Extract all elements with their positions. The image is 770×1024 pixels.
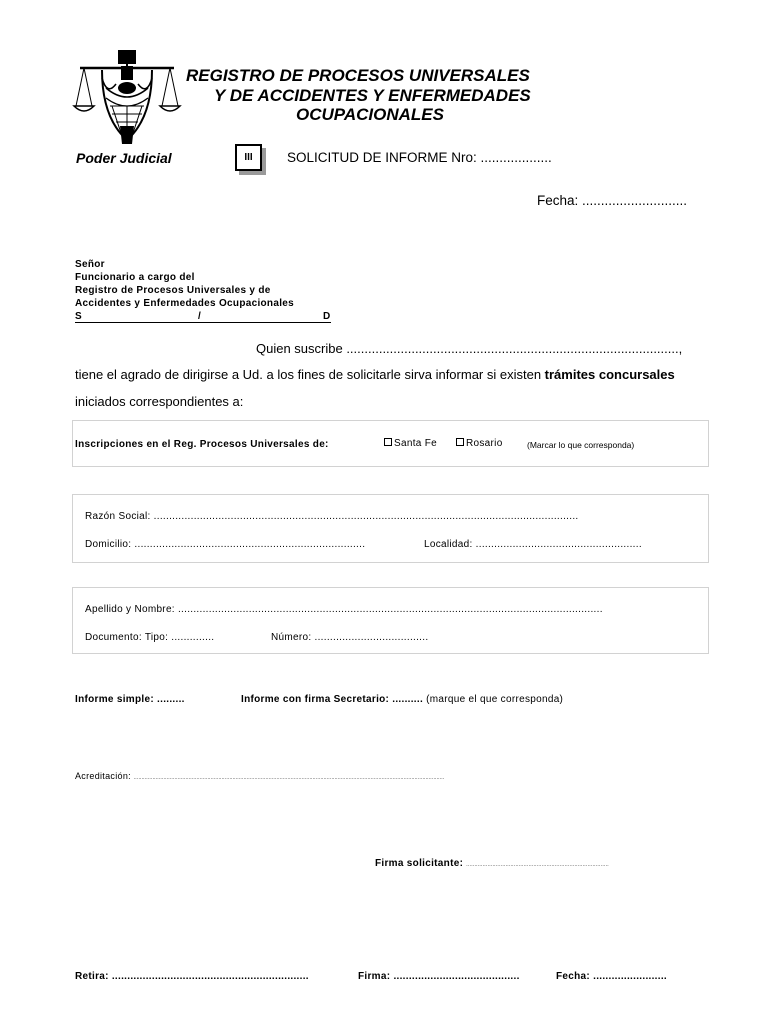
company-box xyxy=(72,494,709,563)
acreditacion-label: Acreditación: xyxy=(75,771,134,781)
document-type-field[interactable]: Documento: Tipo: .............. xyxy=(85,632,215,643)
sd-d: D xyxy=(323,311,331,322)
secretary-report-row xyxy=(241,694,563,705)
court-name: Poder Judicial xyxy=(76,150,172,166)
court-seal-logo xyxy=(72,48,182,152)
signature-field[interactable]: ....................................................................................... xyxy=(466,862,609,868)
sd-slash: / xyxy=(198,311,202,322)
rosario-option[interactable] xyxy=(456,438,503,449)
rosario-label: Rosario xyxy=(466,438,503,449)
retira-field[interactable]: Retira: ................................................................ xyxy=(75,971,309,982)
registration-label: Inscripciones en el Reg. Procesos Universales de: xyxy=(75,439,329,450)
addressee-line: Accidentes y Enfermedades Ocupacionales xyxy=(75,298,295,309)
santa-fe-option[interactable] xyxy=(384,438,437,449)
form-number-badge: III xyxy=(235,144,262,171)
addressee-block xyxy=(75,258,331,323)
sd-s: S xyxy=(75,311,82,322)
date-field[interactable]: Fecha: ............................ xyxy=(537,193,688,208)
simple-report-option[interactable]: Informe simple: ......... xyxy=(75,694,185,705)
body-line-2 xyxy=(75,367,675,382)
addressee-line: Funcionario a cargo del xyxy=(75,272,195,283)
footer-date-field[interactable]: Fecha: ........................ xyxy=(556,971,667,982)
footer-signature-field[interactable]: Firma: ......................................... xyxy=(358,971,520,982)
localidad-field[interactable]: Localidad: ...................................................... xyxy=(424,539,642,550)
document-number-field[interactable]: Número: ..................................... xyxy=(271,632,429,643)
checkbox-icon[interactable] xyxy=(456,438,464,446)
domicilio-field[interactable]: Domicilio: ........................................................................... xyxy=(85,539,366,550)
checkbox-icon[interactable] xyxy=(384,438,392,446)
santa-fe-label: Santa Fe xyxy=(394,438,437,449)
body-line-2-bold: trámites concursales xyxy=(544,367,675,382)
report-type-row xyxy=(75,694,185,705)
acreditacion-row xyxy=(75,766,444,784)
signature-label: Firma solicitante: xyxy=(375,858,467,869)
addressee-line: Registro de Procesos Universales y de xyxy=(75,285,271,296)
body-line-2-text: tiene el agrado de dirigirse a Ud. a los fines de solicitarle sirva informar si existen xyxy=(75,367,545,382)
razon-social-field[interactable]: Razón Social: .......................................................................................................................................... xyxy=(85,511,579,522)
signature-row xyxy=(375,853,609,871)
registration-note: (Marcar lo que corresponda) xyxy=(527,440,635,450)
secretary-report-option[interactable]: Informe con firma Secretario: .......... xyxy=(241,694,424,705)
title-line-2: Y DE ACCIDENTES Y ENFERMEDADES xyxy=(214,85,531,105)
name-field[interactable]: Apellido y Nombre: .......................................................................................................................................... xyxy=(85,604,603,615)
person-box xyxy=(72,587,709,654)
report-note: (marque el que corresponda) xyxy=(423,694,564,705)
page-title xyxy=(184,66,604,125)
body-line-3: iniciados correspondientes a: xyxy=(75,394,244,409)
title-line-3: OCUPACIONALES xyxy=(296,105,444,124)
sd-line xyxy=(75,310,331,323)
subscriber-field[interactable]: Quien suscribe ............................................................................................, xyxy=(256,341,683,356)
acreditacion-field[interactable]: ...................................................................................................................................................................................................... xyxy=(133,775,445,781)
title-line-1: REGISTRO DE PROCESOS UNIVERSALES xyxy=(186,66,530,85)
addressee-line: Señor xyxy=(75,259,105,270)
request-number-label: SOLICITUD DE INFORME Nro: ................... xyxy=(287,150,552,165)
